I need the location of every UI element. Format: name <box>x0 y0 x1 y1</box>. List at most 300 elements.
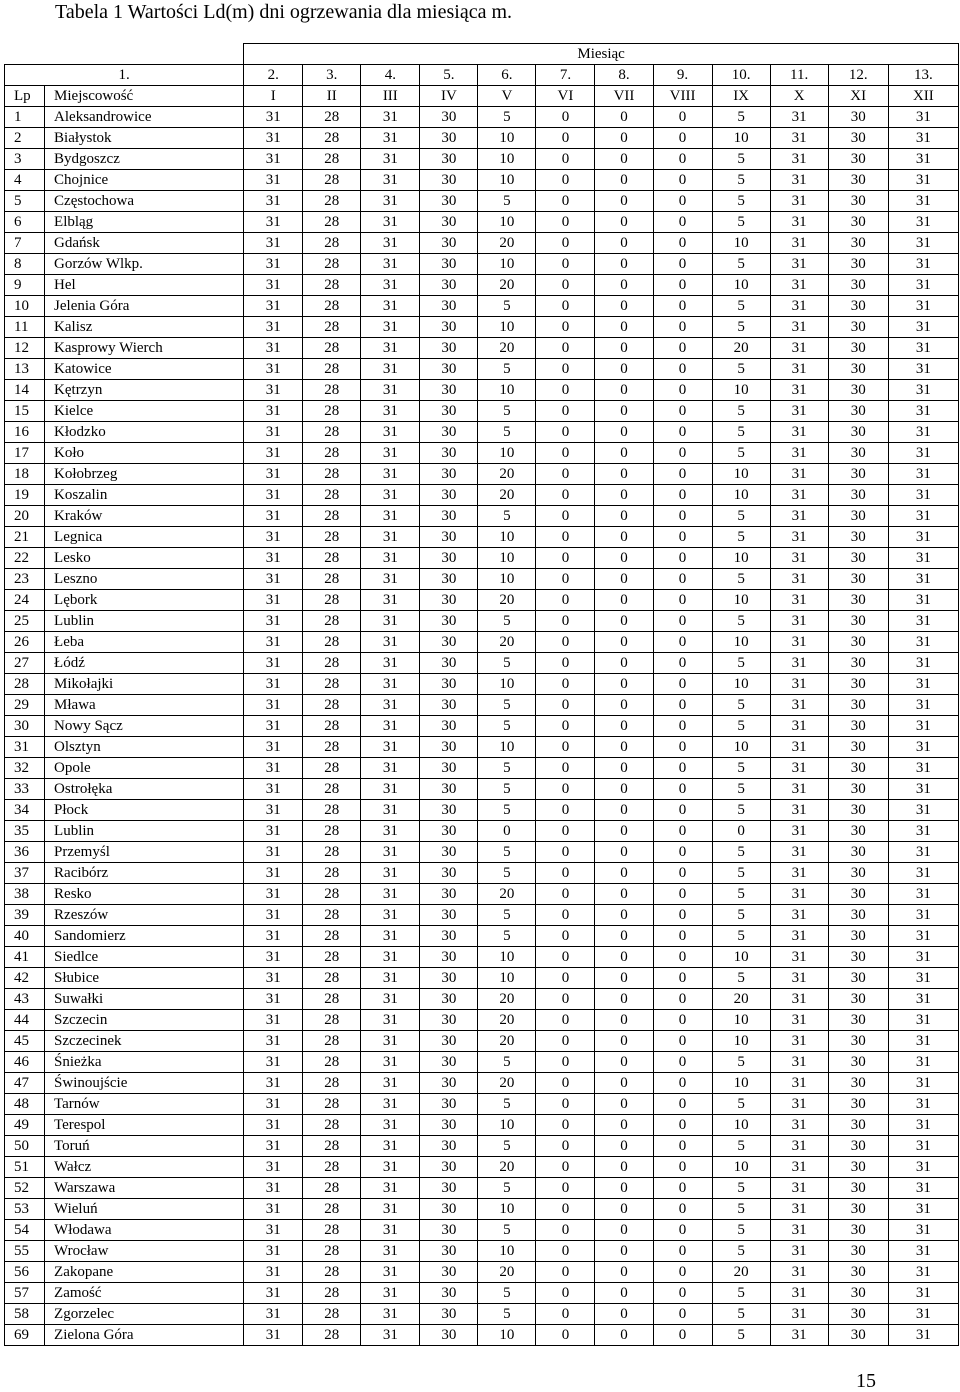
days-cell: 0 <box>595 233 653 254</box>
days-cell: 31 <box>888 1325 958 1346</box>
table-row <box>5 653 959 674</box>
location-cell: Wrocław <box>45 1241 244 1262</box>
days-cell: 31 <box>770 800 828 821</box>
days-cell: 0 <box>595 695 653 716</box>
days-cell: 31 <box>244 737 303 758</box>
days-cell: 10 <box>712 464 770 485</box>
days-cell: 0 <box>595 968 653 989</box>
days-cell: 31 <box>244 380 303 401</box>
days-cell: 20 <box>478 989 536 1010</box>
table-row <box>5 863 959 884</box>
days-cell: 5 <box>478 1052 536 1073</box>
days-cell: 20 <box>478 485 536 506</box>
days-cell: 5 <box>478 779 536 800</box>
days-cell: 30 <box>828 779 888 800</box>
days-cell: 31 <box>770 884 828 905</box>
row-number-cell: 19 <box>5 485 45 506</box>
days-cell: 0 <box>653 107 712 128</box>
days-cell: 0 <box>653 254 712 275</box>
table-row <box>5 128 959 149</box>
days-cell: 30 <box>828 128 888 149</box>
days-cell: 31 <box>244 1157 303 1178</box>
days-cell: 31 <box>888 905 958 926</box>
column-number-cell: 2. <box>244 65 303 86</box>
table-row <box>5 107 959 128</box>
days-cell: 31 <box>361 1241 420 1262</box>
days-cell: 28 <box>303 128 361 149</box>
days-cell: 31 <box>888 800 958 821</box>
days-cell: 0 <box>653 548 712 569</box>
days-cell: 30 <box>828 1325 888 1346</box>
row-number-cell: 53 <box>5 1199 45 1220</box>
days-cell: 30 <box>420 968 478 989</box>
days-cell: 31 <box>888 275 958 296</box>
location-cell: Olsztyn <box>45 737 244 758</box>
days-cell: 30 <box>828 1031 888 1052</box>
days-cell: 28 <box>303 632 361 653</box>
days-cell: 31 <box>361 590 420 611</box>
days-cell: 30 <box>420 1325 478 1346</box>
location-cell: Sandomierz <box>45 926 244 947</box>
days-cell: 0 <box>653 1073 712 1094</box>
days-cell: 31 <box>361 1010 420 1031</box>
days-cell: 0 <box>595 359 653 380</box>
days-cell: 31 <box>244 695 303 716</box>
table-row <box>5 695 959 716</box>
days-cell: 0 <box>595 905 653 926</box>
row-number-cell: 49 <box>5 1115 45 1136</box>
days-cell: 31 <box>244 1178 303 1199</box>
days-cell: 5 <box>478 422 536 443</box>
days-cell: 10 <box>712 590 770 611</box>
column-number-cell: 3. <box>303 65 361 86</box>
days-cell: 31 <box>888 1199 958 1220</box>
days-cell: 0 <box>653 1094 712 1115</box>
row-number-cell: 6 <box>5 212 45 233</box>
days-cell: 31 <box>888 296 958 317</box>
days-cell: 31 <box>770 1325 828 1346</box>
days-cell: 31 <box>888 128 958 149</box>
days-cell: 0 <box>595 569 653 590</box>
days-cell: 31 <box>770 317 828 338</box>
days-cell: 0 <box>536 737 595 758</box>
days-cell: 31 <box>244 233 303 254</box>
location-cell: Śnieżka <box>45 1052 244 1073</box>
days-cell: 30 <box>420 1262 478 1283</box>
days-cell: 28 <box>303 1199 361 1220</box>
days-cell: 30 <box>828 653 888 674</box>
days-cell: 5 <box>712 863 770 884</box>
location-cell: Mława <box>45 695 244 716</box>
days-cell: 31 <box>888 149 958 170</box>
days-cell: 5 <box>478 107 536 128</box>
days-cell: 31 <box>770 548 828 569</box>
days-cell: 31 <box>770 422 828 443</box>
days-cell: 30 <box>828 569 888 590</box>
days-cell: 28 <box>303 359 361 380</box>
days-cell: 30 <box>828 674 888 695</box>
days-cell: 31 <box>770 758 828 779</box>
days-cell: 30 <box>828 275 888 296</box>
days-cell: 31 <box>888 926 958 947</box>
days-cell: 30 <box>420 947 478 968</box>
days-cell: 0 <box>653 170 712 191</box>
days-cell: 30 <box>828 464 888 485</box>
row-number-cell: 14 <box>5 380 45 401</box>
days-cell: 0 <box>653 191 712 212</box>
days-cell: 31 <box>770 1073 828 1094</box>
days-cell: 10 <box>478 170 536 191</box>
days-cell: 30 <box>828 1010 888 1031</box>
days-cell: 0 <box>595 1199 653 1220</box>
days-cell: 0 <box>595 1325 653 1346</box>
days-cell: 31 <box>244 821 303 842</box>
days-cell: 0 <box>653 1262 712 1283</box>
location-cell: Ostrołęka <box>45 779 244 800</box>
days-cell: 31 <box>888 506 958 527</box>
days-cell: 28 <box>303 653 361 674</box>
days-cell: 28 <box>303 716 361 737</box>
days-cell: 31 <box>361 1304 420 1325</box>
days-cell: 10 <box>712 548 770 569</box>
location-cell: Resko <box>45 884 244 905</box>
days-cell: 0 <box>653 233 712 254</box>
days-cell: 28 <box>303 548 361 569</box>
days-cell: 28 <box>303 170 361 191</box>
days-cell: 31 <box>361 1199 420 1220</box>
days-cell: 31 <box>770 1031 828 1052</box>
days-cell: 31 <box>244 926 303 947</box>
days-cell: 30 <box>828 968 888 989</box>
days-cell: 31 <box>361 674 420 695</box>
days-cell: 30 <box>828 1241 888 1262</box>
days-cell: 0 <box>653 317 712 338</box>
days-cell: 0 <box>536 317 595 338</box>
row-number-cell: 8 <box>5 254 45 275</box>
days-cell: 0 <box>536 926 595 947</box>
table-row <box>5 1283 959 1304</box>
days-cell: 31 <box>888 863 958 884</box>
days-cell: 30 <box>828 1304 888 1325</box>
days-cell: 5 <box>712 170 770 191</box>
row-number-cell: 55 <box>5 1241 45 1262</box>
row-number-cell: 46 <box>5 1052 45 1073</box>
days-cell: 28 <box>303 821 361 842</box>
days-cell: 31 <box>361 128 420 149</box>
days-cell: 31 <box>770 107 828 128</box>
days-cell: 31 <box>770 779 828 800</box>
days-cell: 5 <box>712 1178 770 1199</box>
location-cell: Opole <box>45 758 244 779</box>
table-row <box>5 569 959 590</box>
table-row <box>5 884 959 905</box>
days-cell: 0 <box>653 590 712 611</box>
days-cell: 30 <box>828 905 888 926</box>
location-cell: Słubice <box>45 968 244 989</box>
days-cell: 31 <box>361 1115 420 1136</box>
days-cell: 30 <box>420 506 478 527</box>
days-cell: 0 <box>595 590 653 611</box>
days-cell: 5 <box>712 1094 770 1115</box>
row-number-cell: 56 <box>5 1262 45 1283</box>
days-cell: 31 <box>770 233 828 254</box>
table-row <box>5 905 959 926</box>
days-cell: 31 <box>888 758 958 779</box>
location-cell: Kołobrzeg <box>45 464 244 485</box>
table-row <box>5 632 959 653</box>
days-cell: 0 <box>536 569 595 590</box>
days-cell: 30 <box>420 443 478 464</box>
days-cell: 0 <box>536 254 595 275</box>
days-cell: 0 <box>536 989 595 1010</box>
days-cell: 10 <box>712 275 770 296</box>
days-cell: 30 <box>828 1157 888 1178</box>
row-number-cell: 44 <box>5 1010 45 1031</box>
days-cell: 31 <box>361 758 420 779</box>
row-number-cell: 28 <box>5 674 45 695</box>
days-cell: 31 <box>244 548 303 569</box>
days-cell: 0 <box>595 800 653 821</box>
days-cell: 0 <box>653 1283 712 1304</box>
days-cell: 31 <box>361 170 420 191</box>
days-cell: 10 <box>478 128 536 149</box>
days-cell: 20 <box>478 1262 536 1283</box>
days-cell: 31 <box>770 1010 828 1031</box>
days-cell: 31 <box>888 947 958 968</box>
days-cell: 5 <box>478 905 536 926</box>
days-cell: 31 <box>244 1283 303 1304</box>
table-row <box>5 611 959 632</box>
days-cell: 31 <box>361 464 420 485</box>
days-cell: 31 <box>770 443 828 464</box>
days-cell: 31 <box>888 1304 958 1325</box>
table-row <box>5 821 959 842</box>
table-row <box>5 401 959 422</box>
days-cell: 10 <box>478 443 536 464</box>
days-cell: 30 <box>828 485 888 506</box>
days-cell: 31 <box>888 401 958 422</box>
days-cell: 30 <box>828 401 888 422</box>
days-cell: 0 <box>653 422 712 443</box>
table-caption: Tabela 1 Wartości Ld(m) dni ogrzewania dla miesiąca m. <box>55 1 513 23</box>
row-number-cell: 26 <box>5 632 45 653</box>
days-cell: 31 <box>244 1199 303 1220</box>
header-month: IV <box>420 86 478 107</box>
days-cell: 30 <box>828 212 888 233</box>
days-cell: 0 <box>536 905 595 926</box>
days-cell: 30 <box>828 1136 888 1157</box>
days-cell: 20 <box>712 1262 770 1283</box>
days-cell: 31 <box>244 1325 303 1346</box>
days-cell: 31 <box>361 149 420 170</box>
days-cell: 31 <box>888 716 958 737</box>
column-number-cell: 13. <box>888 65 958 86</box>
days-cell: 30 <box>420 338 478 359</box>
days-cell: 0 <box>653 1199 712 1220</box>
days-cell: 31 <box>244 128 303 149</box>
days-cell: 30 <box>828 548 888 569</box>
days-cell: 5 <box>712 191 770 212</box>
days-cell: 5 <box>712 1283 770 1304</box>
days-cell: 10 <box>478 212 536 233</box>
days-cell: 31 <box>244 1010 303 1031</box>
row-number-cell: 4 <box>5 170 45 191</box>
table-row <box>5 737 959 758</box>
days-cell: 0 <box>536 485 595 506</box>
days-cell: 0 <box>536 380 595 401</box>
days-cell: 31 <box>361 884 420 905</box>
days-cell: 0 <box>536 422 595 443</box>
days-cell: 31 <box>361 380 420 401</box>
days-cell: 30 <box>828 1283 888 1304</box>
days-cell: 5 <box>478 401 536 422</box>
days-cell: 31 <box>888 1073 958 1094</box>
days-cell: 31 <box>888 1031 958 1052</box>
heating-days-table <box>4 43 959 1346</box>
days-cell: 31 <box>888 737 958 758</box>
days-cell: 31 <box>361 1157 420 1178</box>
days-cell: 31 <box>888 695 958 716</box>
days-cell: 0 <box>595 296 653 317</box>
days-cell: 30 <box>420 821 478 842</box>
days-cell: 0 <box>536 611 595 632</box>
days-cell: 0 <box>595 464 653 485</box>
days-cell: 10 <box>478 548 536 569</box>
days-cell: 31 <box>770 1199 828 1220</box>
table-row <box>5 1241 959 1262</box>
days-cell: 30 <box>828 989 888 1010</box>
days-cell: 30 <box>420 1031 478 1052</box>
location-cell: Lublin <box>45 821 244 842</box>
days-cell: 5 <box>478 506 536 527</box>
days-cell: 0 <box>595 779 653 800</box>
days-cell: 30 <box>828 1178 888 1199</box>
days-cell: 30 <box>420 170 478 191</box>
row-number-cell: 40 <box>5 926 45 947</box>
days-cell: 31 <box>361 338 420 359</box>
days-cell: 10 <box>478 1325 536 1346</box>
table-row <box>5 842 959 863</box>
days-cell: 31 <box>888 1115 958 1136</box>
days-cell: 30 <box>420 254 478 275</box>
days-cell: 31 <box>244 1241 303 1262</box>
days-cell: 30 <box>420 1115 478 1136</box>
days-cell: 30 <box>420 464 478 485</box>
location-cell: Gdańsk <box>45 233 244 254</box>
days-cell: 31 <box>361 968 420 989</box>
days-cell: 0 <box>653 443 712 464</box>
days-cell: 0 <box>536 800 595 821</box>
days-cell: 0 <box>536 443 595 464</box>
days-cell: 30 <box>420 989 478 1010</box>
days-cell: 30 <box>420 842 478 863</box>
column-number-cell: 1. <box>5 65 244 86</box>
days-cell: 0 <box>653 1325 712 1346</box>
column-number-cell: 10. <box>712 65 770 86</box>
days-cell: 0 <box>653 149 712 170</box>
location-cell: Wieluń <box>45 1199 244 1220</box>
days-cell: 31 <box>770 1136 828 1157</box>
days-cell: 5 <box>712 107 770 128</box>
days-cell: 31 <box>244 254 303 275</box>
location-cell: Siedlce <box>45 947 244 968</box>
row-number-cell: 15 <box>5 401 45 422</box>
column-number-cell: 12. <box>828 65 888 86</box>
days-cell: 0 <box>595 842 653 863</box>
days-cell: 31 <box>244 149 303 170</box>
days-cell: 30 <box>828 1220 888 1241</box>
days-cell: 30 <box>828 758 888 779</box>
days-cell: 0 <box>595 191 653 212</box>
days-cell: 31 <box>888 1094 958 1115</box>
days-cell: 5 <box>712 905 770 926</box>
days-cell: 0 <box>536 1241 595 1262</box>
days-cell: 0 <box>653 632 712 653</box>
row-number-cell: 43 <box>5 989 45 1010</box>
days-cell: 20 <box>712 989 770 1010</box>
days-cell: 0 <box>653 779 712 800</box>
days-cell: 0 <box>536 842 595 863</box>
days-cell: 31 <box>888 1262 958 1283</box>
days-cell: 30 <box>828 1115 888 1136</box>
days-cell: 31 <box>361 233 420 254</box>
days-cell: 31 <box>361 653 420 674</box>
days-cell: 0 <box>595 254 653 275</box>
table-row <box>5 1010 959 1031</box>
days-cell: 0 <box>595 338 653 359</box>
days-cell: 0 <box>653 968 712 989</box>
header-month: IX <box>712 86 770 107</box>
days-cell: 31 <box>244 1094 303 1115</box>
days-cell: 30 <box>420 1220 478 1241</box>
header-row <box>5 86 959 107</box>
days-cell: 28 <box>303 674 361 695</box>
location-cell: Kielce <box>45 401 244 422</box>
days-cell: 30 <box>420 317 478 338</box>
days-cell: 31 <box>361 947 420 968</box>
row-number-cell: 27 <box>5 653 45 674</box>
location-cell: Warszawa <box>45 1178 244 1199</box>
days-cell: 31 <box>361 1178 420 1199</box>
days-cell: 31 <box>361 1325 420 1346</box>
days-cell: 0 <box>595 1304 653 1325</box>
days-cell: 30 <box>420 758 478 779</box>
days-cell: 0 <box>595 821 653 842</box>
days-cell: 5 <box>712 653 770 674</box>
days-cell: 0 <box>536 1010 595 1031</box>
days-cell: 10 <box>712 632 770 653</box>
days-cell: 31 <box>770 1241 828 1262</box>
location-cell: Płock <box>45 800 244 821</box>
days-cell: 10 <box>478 149 536 170</box>
table-row <box>5 1115 959 1136</box>
days-cell: 0 <box>653 401 712 422</box>
days-cell: 0 <box>536 1136 595 1157</box>
days-cell: 5 <box>478 926 536 947</box>
days-cell: 10 <box>712 485 770 506</box>
column-number-cell: 5. <box>420 65 478 86</box>
table-row <box>5 233 959 254</box>
days-cell: 28 <box>303 611 361 632</box>
column-number-cell: 8. <box>595 65 653 86</box>
days-cell: 5 <box>478 863 536 884</box>
days-cell: 0 <box>536 149 595 170</box>
days-cell: 31 <box>244 716 303 737</box>
row-number-cell: 41 <box>5 947 45 968</box>
days-cell: 30 <box>828 590 888 611</box>
days-cell: 30 <box>828 695 888 716</box>
page-number: 15 <box>856 1370 876 1392</box>
